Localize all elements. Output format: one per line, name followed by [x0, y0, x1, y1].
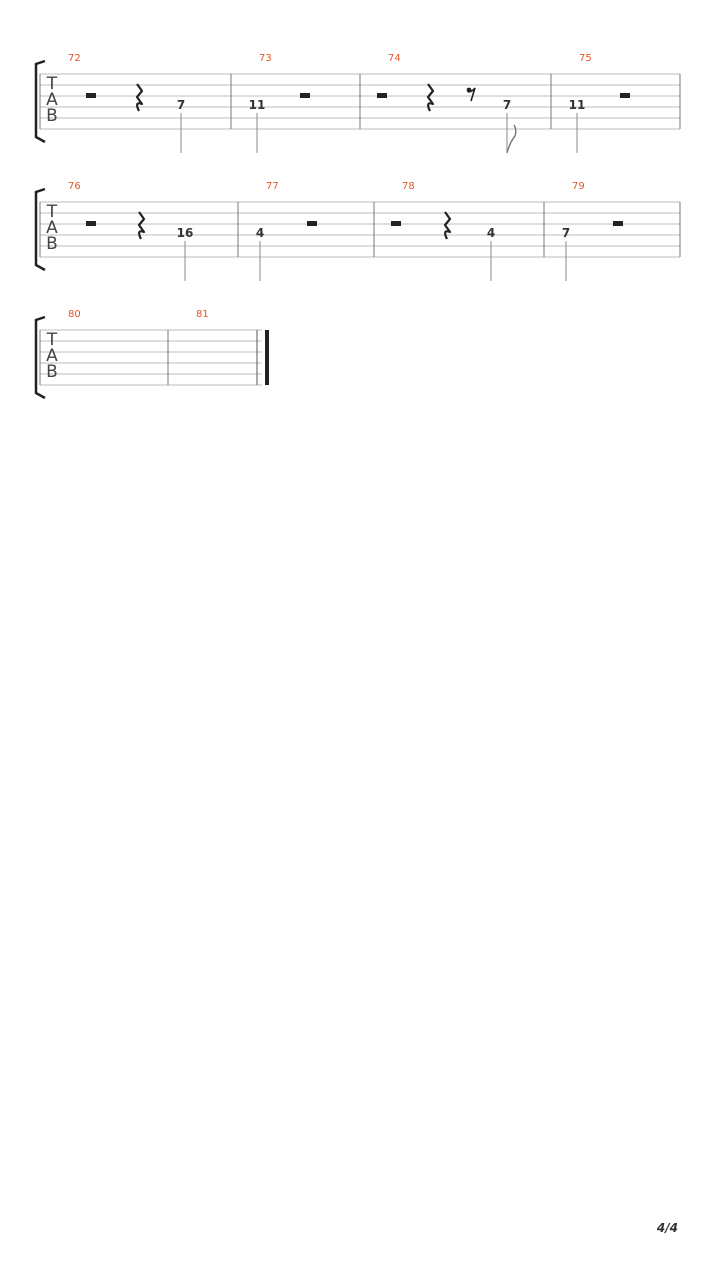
measure-number: 80: [68, 309, 81, 320]
tab-clef-letter: A: [46, 90, 58, 110]
tab-clef-letter: B: [46, 106, 58, 126]
page-number: 4/4: [656, 1221, 678, 1235]
tab-clef-letter: A: [46, 346, 58, 366]
half-rest: [620, 93, 630, 98]
half-rest: [391, 221, 401, 226]
tab-system: [36, 181, 680, 281]
tab-clef-letter: T: [46, 202, 58, 222]
half-rest: [377, 93, 387, 98]
half-rest: [300, 93, 310, 98]
half-rest: [613, 221, 623, 226]
half-rest: [86, 93, 96, 98]
fret-number: 7: [561, 226, 571, 240]
fret-number: 11: [248, 98, 266, 112]
tab-system: [36, 53, 680, 153]
fret-number: 7: [176, 98, 186, 112]
tab-clef-letter: B: [46, 234, 58, 254]
tab-clef-letter: T: [46, 74, 58, 94]
fret-number: 16: [176, 226, 194, 240]
half-rest: [86, 221, 96, 226]
measure-number: 76: [68, 181, 81, 192]
measure-number: 77: [266, 181, 279, 192]
fret-number: 4: [486, 226, 496, 240]
final-barline-thick: [265, 330, 269, 385]
measure-number: 81: [196, 309, 209, 320]
tab-clef-letter: B: [46, 362, 58, 382]
fret-number: 7: [502, 98, 512, 112]
tab-system: [36, 309, 269, 398]
half-rest: [307, 221, 317, 226]
measure-number: 79: [572, 181, 585, 192]
fret-number: 11: [568, 98, 586, 112]
tab-clef-letter: A: [46, 218, 58, 238]
measure-number: 78: [402, 181, 415, 192]
measure-number: 74: [388, 53, 401, 64]
tab-clef-letter: T: [46, 330, 58, 350]
measure-number: 75: [579, 53, 592, 64]
fret-number: 4: [255, 226, 265, 240]
measure-number: 73: [259, 53, 272, 64]
measure-number: 72: [68, 53, 81, 64]
